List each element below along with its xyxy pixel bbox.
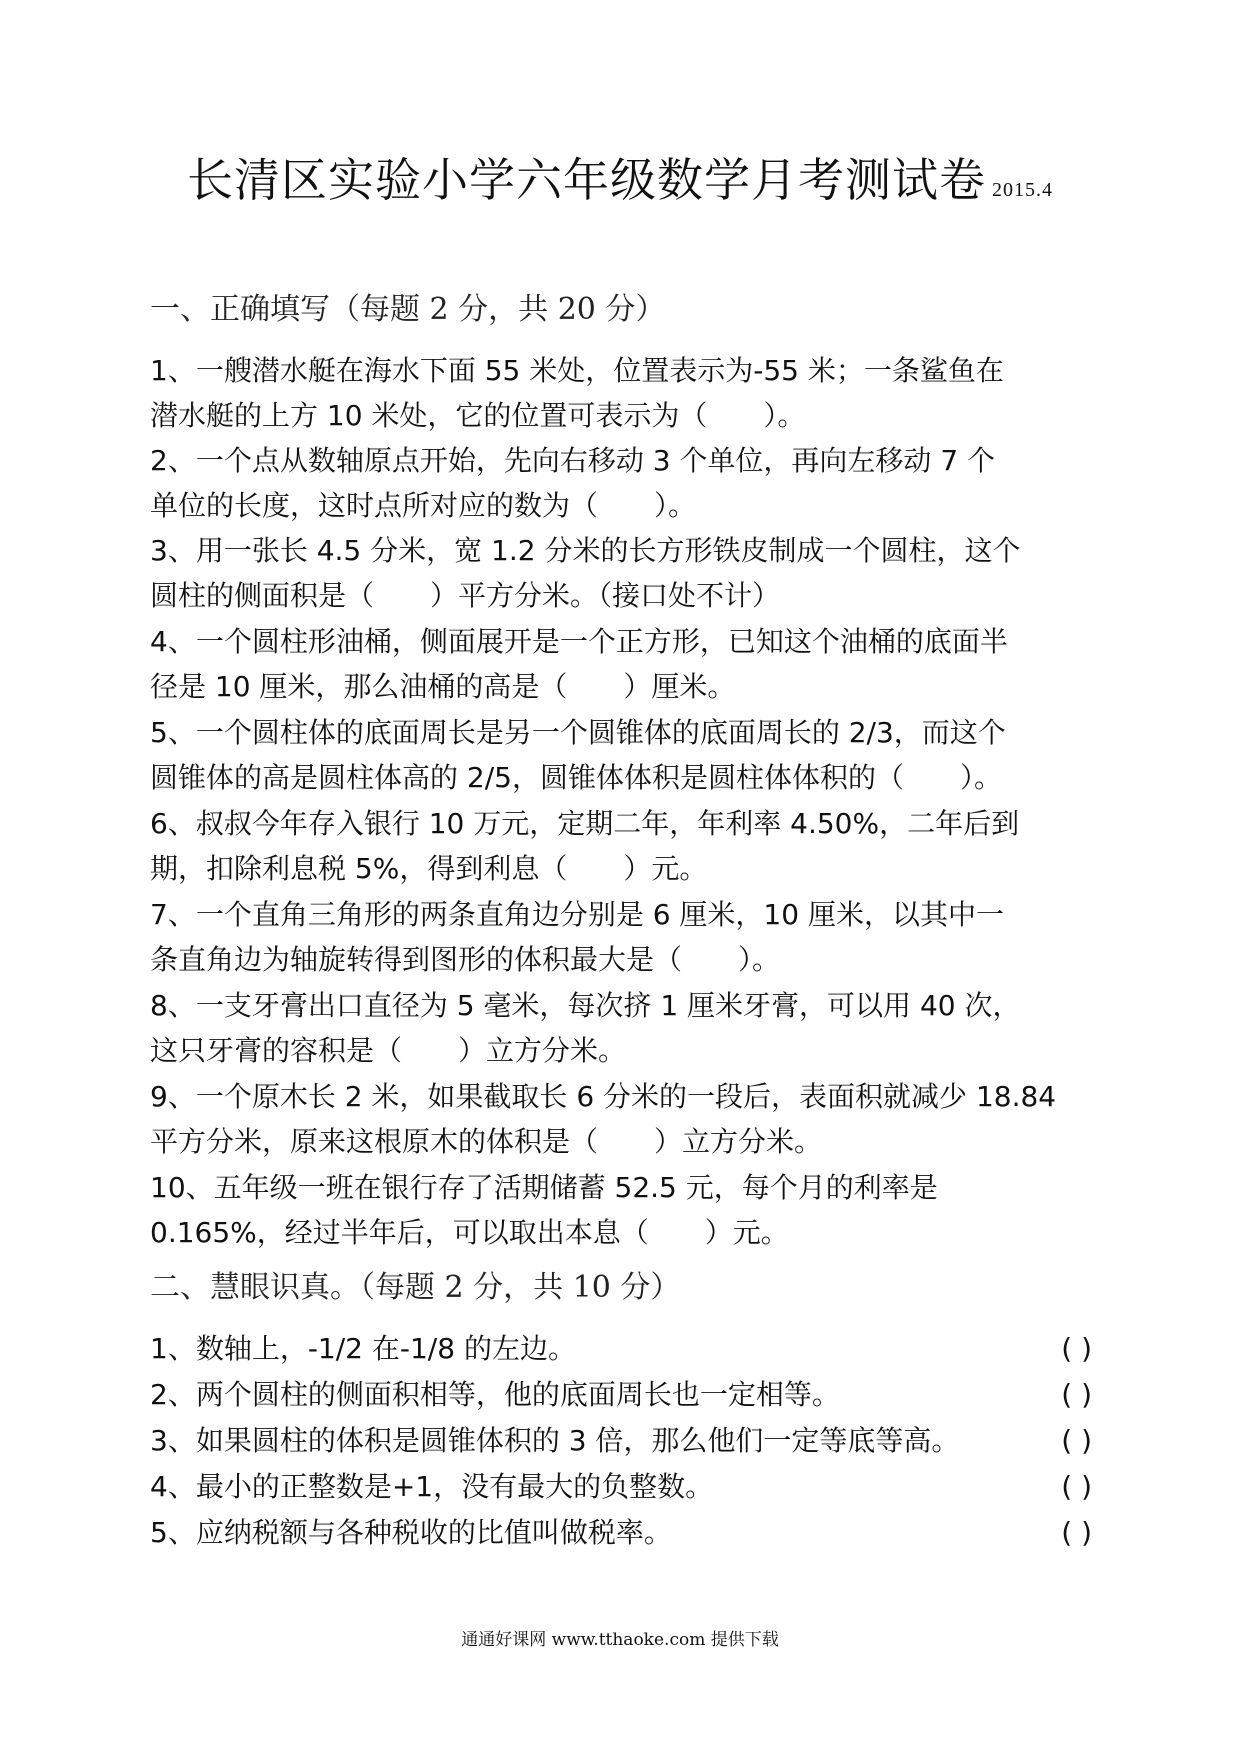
question-line: 圆锥体的高是圆柱体高的 2/5，圆锥体体积是圆柱体体积的（ ）。 [150, 761, 1002, 794]
question-6 [150, 801, 1100, 891]
statement-text: 4、最小的正整数是+1，没有最大的负整数。 [150, 1470, 714, 1503]
question-line: 10、五年级一班在银行存了活期储蓄 52.5 元，每个月的利率是 [150, 1171, 938, 1204]
question-line: 期，扣除利息税 5%，得到利息（ ）元。 [150, 852, 708, 885]
download-footer: 通通好课网 www.tthaoke.com 提供下载 [461, 1630, 779, 1650]
title-date: 2015.4 [992, 179, 1053, 201]
answer-bracket: ( ) [1061, 1516, 1092, 1549]
question-line: 圆柱的侧面积是（ ）平方分米。（接口处不计） [150, 579, 781, 612]
question-line: 0.165%，经过半年后，可以取出本息（ ）元。 [150, 1216, 789, 1249]
answer-bracket: ( ) [1061, 1424, 1092, 1457]
question-line: 9、一个原木长 2 米，如果截取长 6 分米的一段后，表面积就减少 18.84 [150, 1080, 1057, 1113]
question-line: 平方分米，原来这根原木的体积是（ ）立方分米。 [150, 1125, 823, 1158]
question-line: 条直角边为轴旋转得到图形的体积最大是（ ）。 [150, 943, 781, 976]
question-line: 2、一个点从数轴原点开始，先向右移动 3 个单位，再向左移动 7 个 [150, 444, 996, 477]
question-3 [150, 528, 1100, 618]
statement-text: 5、应纳税额与各种税收的比值叫做税率。 [150, 1516, 672, 1549]
question-8 [150, 983, 1100, 1073]
answer-bracket: ( ) [1061, 1378, 1092, 1411]
question-7 [150, 892, 1100, 982]
section-1-heading: 一、正确填写（每题 2 分，共 20 分） [150, 292, 666, 327]
answer-bracket: ( ) [1061, 1470, 1092, 1503]
statement-text: 1、数轴上，-1/2 在-1/8 的左边。 [150, 1332, 576, 1365]
section-2-heading: 二、慧眼识真。（每题 2 分，共 10 分） [150, 1270, 681, 1305]
title-main: 长清区实验小学六年级数学月考测试卷 [187, 153, 986, 207]
question-line: 径是 10 厘米，那么油桶的高是（ ）厘米。 [150, 670, 736, 703]
statement-text: 3、如果圆柱的体积是圆锥体积的 3 倍，那么他们一定等底等高。 [150, 1424, 960, 1457]
question-1 [150, 348, 1100, 438]
page-title [0, 150, 1240, 220]
question-line: 4、一个圆柱形油桶，侧面展开是一个正方形，已知这个油桶的底面半 [150, 625, 1008, 658]
question-5 [150, 710, 1100, 800]
question-line: 7、一个直角三角形的两条直角边分别是 6 厘米，10 厘米，以其中一 [150, 898, 1004, 931]
question-line: 8、一支牙膏出口直径为 5 毫米，每次挤 1 厘米牙膏，可以用 40 次， [150, 989, 1021, 1022]
question-10 [150, 1165, 1100, 1255]
question-2 [150, 438, 1100, 528]
question-line: 1、一艘潜水艇在海水下面 55 米处，位置表示为-55 米；一条鲨鱼在 [150, 354, 1004, 387]
question-4 [150, 619, 1100, 709]
answer-bracket: ( ) [1061, 1332, 1092, 1365]
question-line: 6、叔叔今年存入银行 10 万元，定期二年，年利率 4.50%，二年后到 [150, 807, 1020, 840]
question-9 [150, 1074, 1100, 1164]
question-line: 这只牙膏的容积是（ ）立方分米。 [150, 1034, 627, 1067]
question-line: 3、用一张长 4.5 分米，宽 1.2 分米的长方形铁皮制成一个圆柱，这个 [150, 534, 1021, 567]
question-line: 5、一个圆柱体的底面周长是另一个圆锥体的底面周长的 2/3，而这个 [150, 716, 1006, 749]
question-line: 潜水艇的上方 10 米处，它的位置可表示为（ ）。 [150, 399, 806, 432]
statement-text: 2、两个圆柱的侧面积相等，他的底面周长也一定相等。 [150, 1378, 840, 1411]
question-line: 单位的长度，这时点所对应的数为（ ）。 [150, 489, 697, 522]
